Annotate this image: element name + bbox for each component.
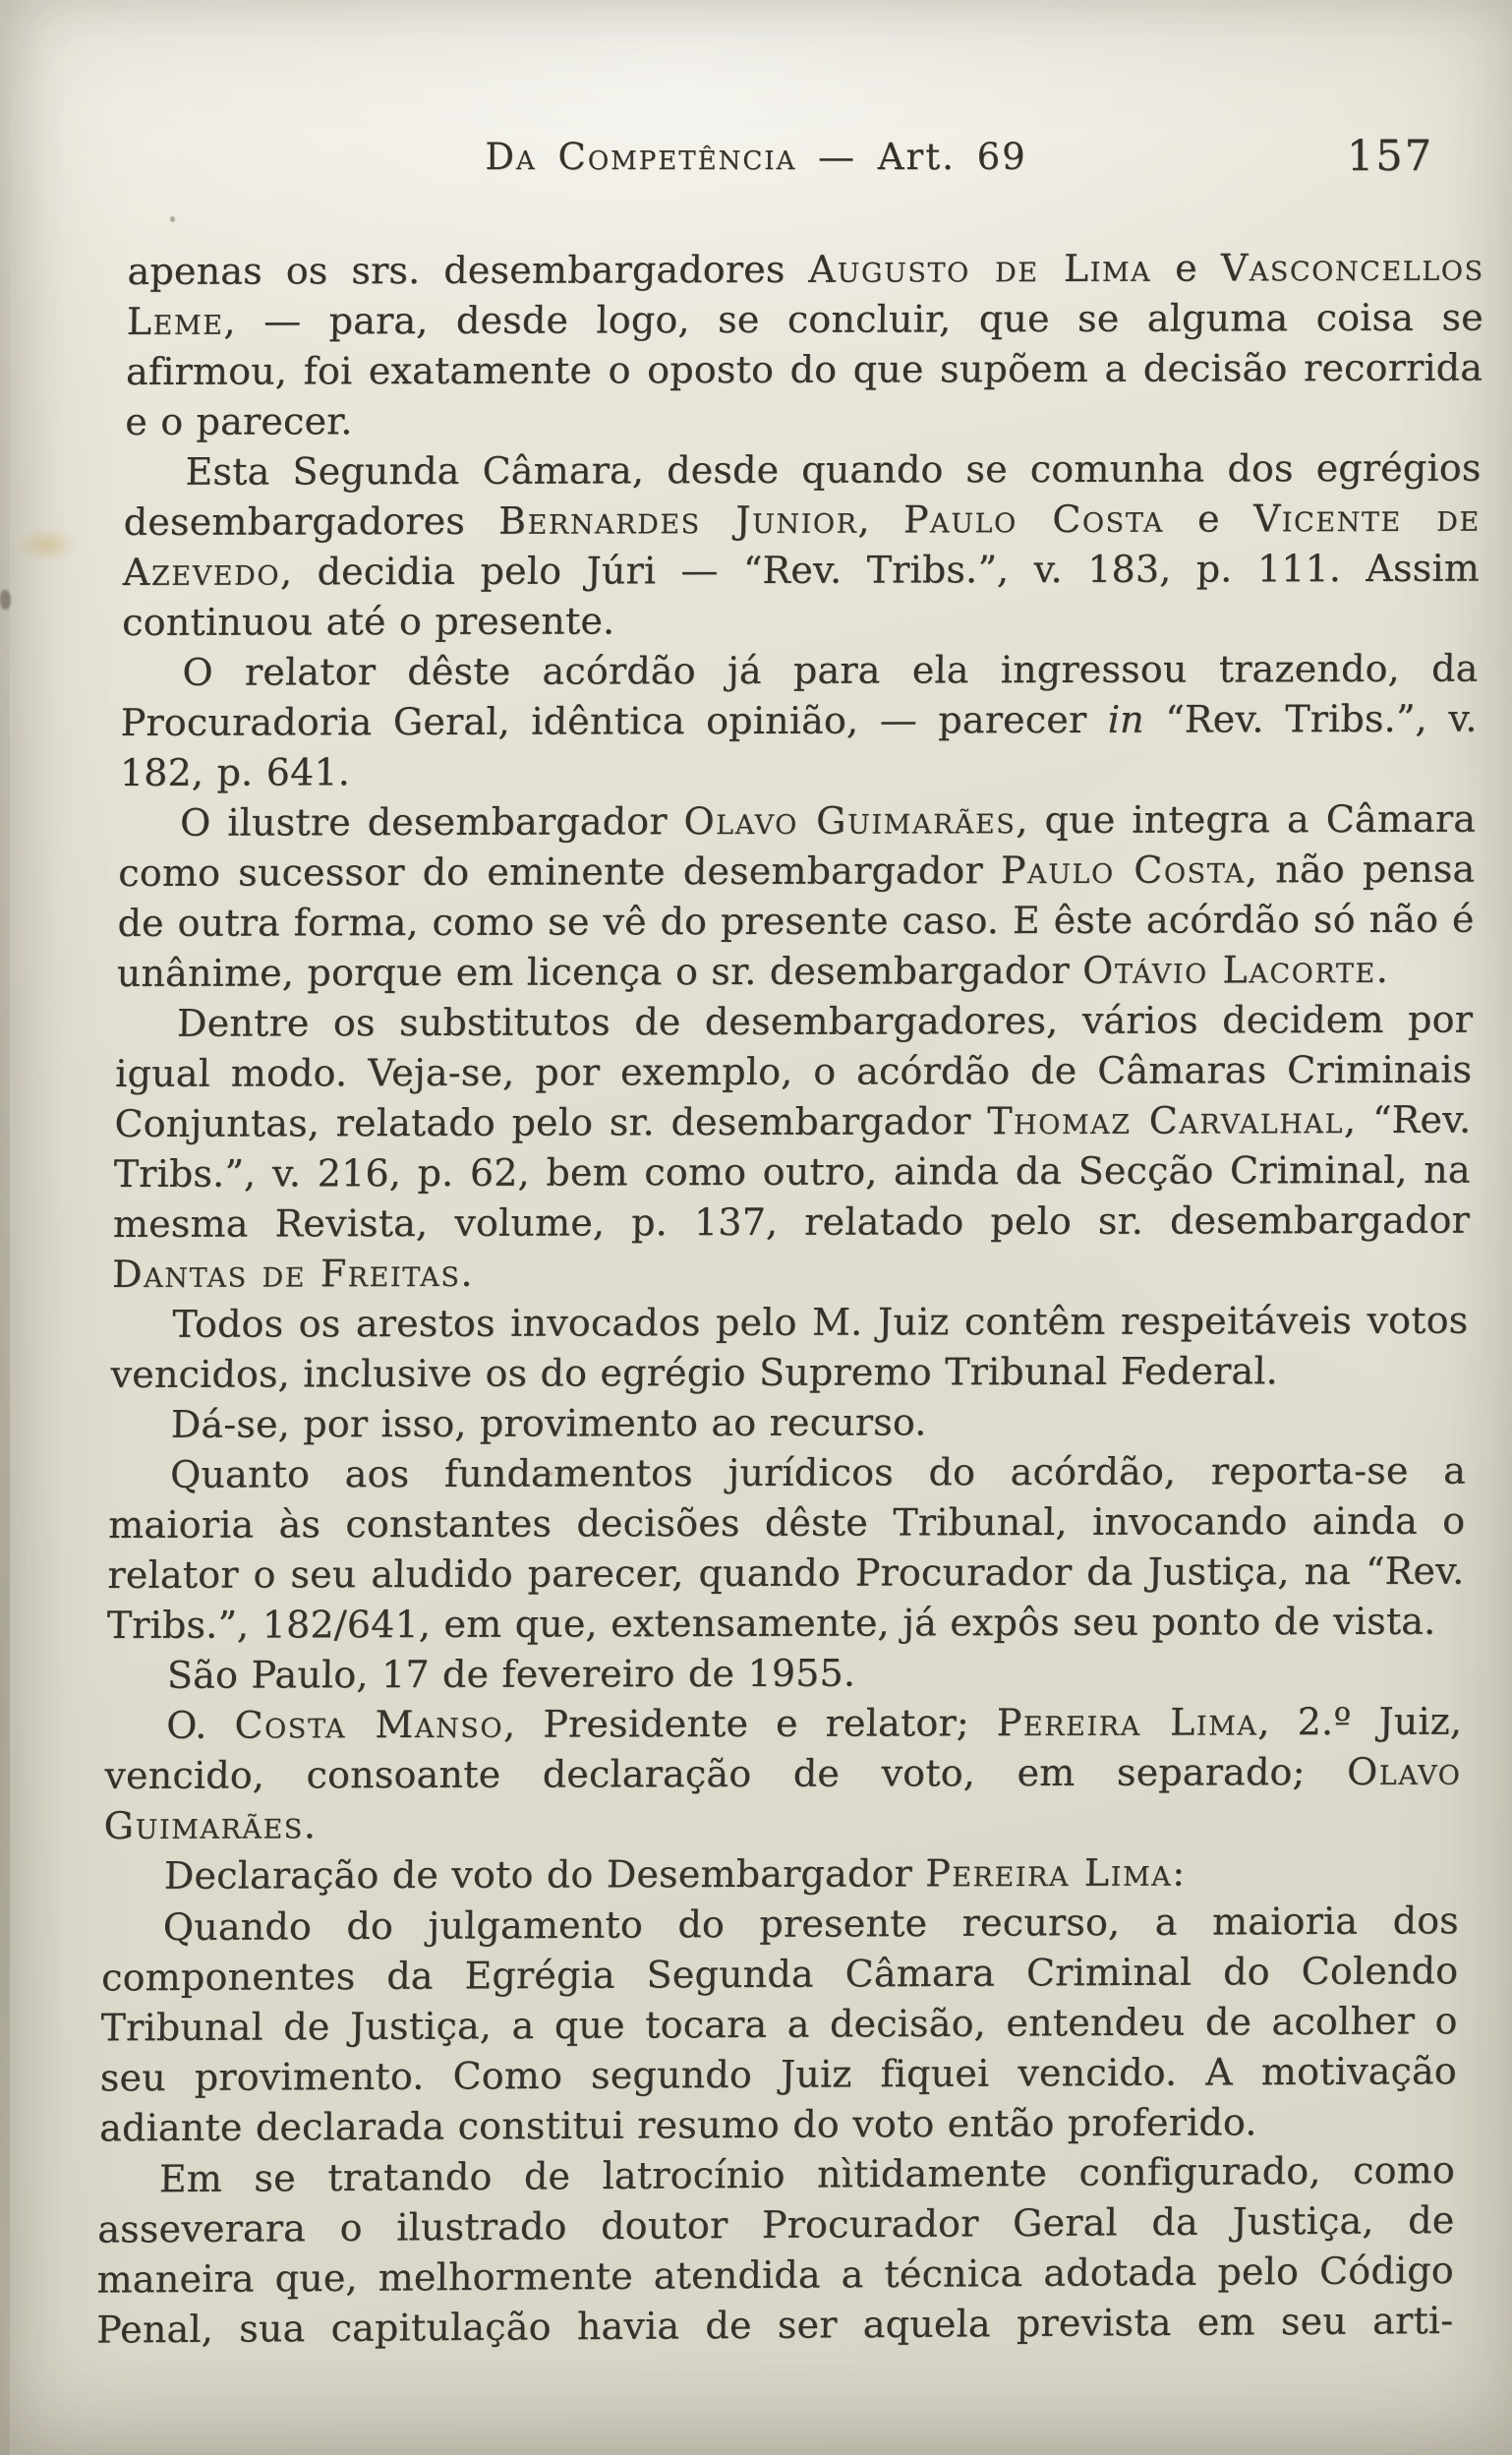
paragraph [109,1396,1467,1450]
running-title-chapter: Da Competência [485,136,797,178]
text-segment: O. [165,1703,235,1747]
text-segment: Quando do julgamento do presente recurso, a maioria dos componentes da Egrégia Segunda Câmara Criminal do Colendo Tribunal de Justiça, a que tocara a decisão, entendeu de acolher o seu provimento. Como segundo Juiz fiquei vencido. A motivação adiante declarada constitui resumo do voto então proferido. [98,1899,1460,2150]
person-name: Pereira Lima [924,1850,1173,1896]
text-segment: Declaração de voto do Desembargador [163,1851,926,1898]
ink-speck [170,216,175,222]
text-segment: apenas os srs. desembargadores [127,247,809,293]
person-name: Vicente de Azevedo [122,496,1482,594]
paper-stain [16,527,79,562]
text-segment: , 2.º Juiz, vencido, consoante declaração de voto, em separado; [104,1699,1463,1797]
text-segment: e [1163,497,1254,541]
scan-edge-shadow [0,0,10,2455]
paragraph [96,2145,1455,2356]
running-title [0,136,1512,178]
person-name: Dantas de Freitas [111,1251,461,1296]
page-number: 157 [1346,132,1433,181]
text-segment: Dentre os substitutos de desembargadores, vários decidem por igual modo. Veja-se, por exemplo, o acórdão de Câmaras Criminais Conjuntas, relatado pelo sr. desembargador [114,997,1474,1145]
text-segment: Em se tratando de latrocínio nìtidamente configurado, como asseverara o ilustrado doutor Procurador Geral da Justiça, de maneira que, melhormente atendida a técnica adotada pelo Código Penal, sua capitulação havia de ser aquela prevista em seu arti- [95,2148,1456,2352]
text-segment: . [303,1803,317,1847]
person-name: Olavo Guimarães [103,1749,1462,1847]
person-name: Otávio Lacorte [1081,947,1377,992]
text-segment: Todos os arestos invocados pelo M. Juiz contêm respeitáveis votos vencidos, inclusive os do egrégio Supremo Tribunal Federal. [110,1298,1469,1396]
person-name: Augusto de Lima [808,246,1152,291]
text-segment: in [1107,697,1145,741]
person-name: Olavo Guimarães [683,798,1017,844]
paragraph [119,644,1478,798]
text-segment: O relator dêste acórdão já para ela ingressou trazendo, da Procuradoria Geral, idêntica opinião, — parecer [120,646,1479,744]
text-segment: . [460,1251,474,1295]
text-segment: , que integra a Câmara como sucessor do eminente desembargador [117,796,1477,895]
text-segment: , “Rev. Tribs.”, v. 216, p. 62, bem como outro, ainda da Secção Criminal, na mesma Revista, volume, p. 137, relatado pelo sr. desembargador [112,1097,1472,1246]
paragraph [102,1847,1460,1901]
text-segment: : [1171,1850,1186,1895]
text-segment: , — para, desde logo, se concluir, que se alguma coisa se afirmou, foi exatamente o oposto do que supõem a decisão recorrida e o parecer. [124,295,1484,443]
person-name: Bernardes Junior [497,497,858,543]
person-name: Paulo Costa [902,497,1165,542]
paragraph [106,1446,1466,1651]
text-segment: Esta Segunda Câmara, desde quando se comunha dos egrégios desembargadores [123,445,1482,544]
text-segment: , Presidente e relator; [502,1701,998,1746]
paragraph [116,794,1476,999]
text-segment: Dá-se, por isso, provimento ao recurso. [170,1400,927,1446]
paragraph [99,1896,1459,2153]
paragraph [106,1647,1464,1701]
person-name: Pereira Lima [996,1700,1258,1745]
text-segment: São Paulo, 17 de fevereiro de 1955. [166,1651,856,1697]
person-name: Costa Manso [234,1702,504,1747]
text-segment: O ilustre desembargador [179,799,684,845]
person-name: Paulo Costa [1000,848,1247,893]
paragraph [125,243,1484,447]
body-text [95,243,1484,2353]
person-name: Thomaz Carvalhal [986,1098,1345,1143]
paragraph [112,995,1474,1300]
text-segment: , [857,497,904,542]
text-segment: “Rev. Tribs.”, v. 182, p. 641. [119,696,1479,794]
paragraph [110,1296,1469,1400]
text-segment: . [1375,947,1389,991]
text-segment: , não pensa de outra forma, como se vê do presente caso. E êste acórdão só não é unânime, porque em licença o sr. desembargador [116,847,1476,995]
page-header [0,132,1512,183]
paragraph [103,1697,1462,1851]
text-segment: Quanto aos fundamentos jurídicos do acórdão, reporta-se a maioria às constantes decisões dêste Tribunal, invocando ainda o relator o seu aludido parecer, quando Procurador da Justiça, na “Rev. Tribs.”, 182/641, em que, extensamente, já expôs seu ponto de vista. [106,1448,1467,1647]
running-title-article: — Art. 69 [796,136,1027,178]
text-segment: e [1151,246,1222,290]
person-name: Vasconcellos Leme [126,245,1485,343]
paragraph [122,443,1482,648]
text-segment: , decidia pelo Júri — “Rev. Tribs.”, v. 183, p. 111. Assim continuou até o presente. [121,546,1481,644]
